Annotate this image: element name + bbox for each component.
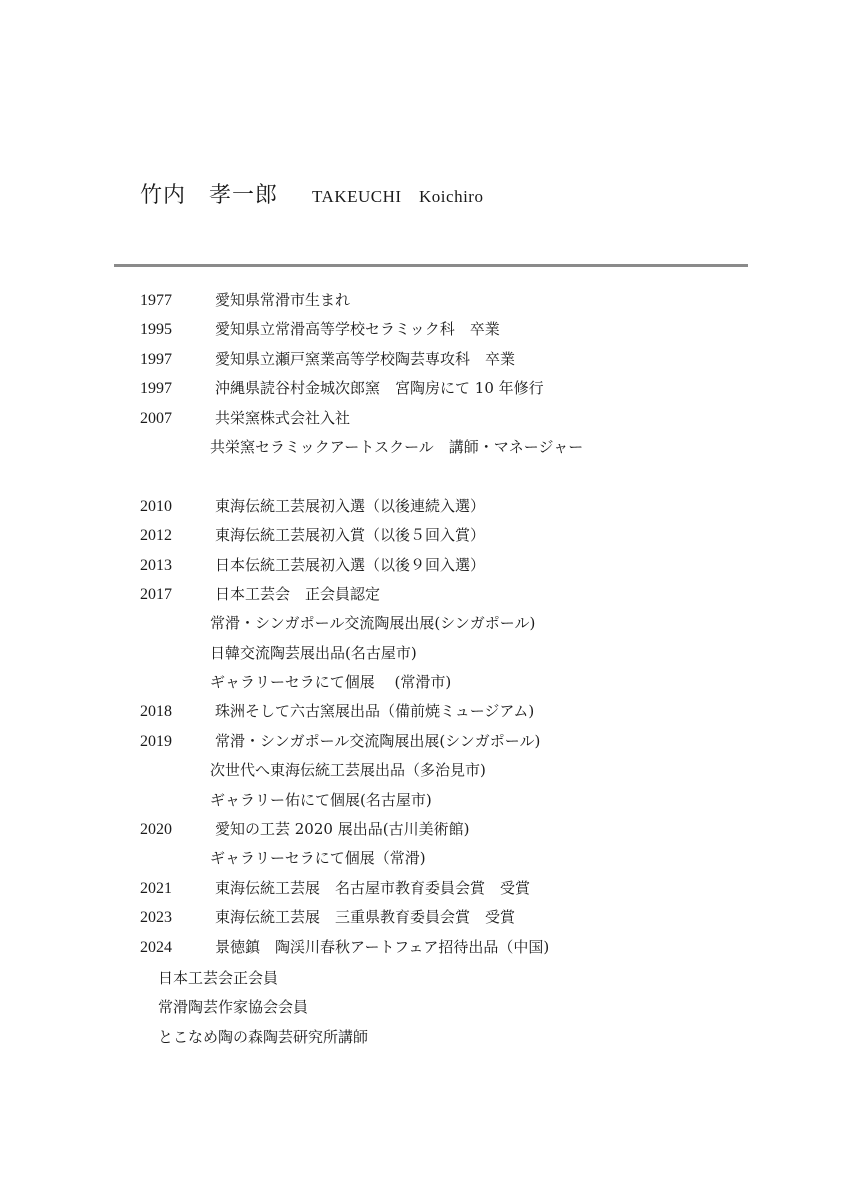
entry-year: 1997 bbox=[140, 380, 172, 398]
entry-text: 東海伝統工芸展初入賞（以後５回入賞） bbox=[215, 526, 486, 545]
entry-year: 1977 bbox=[140, 292, 172, 309]
career-timeline bbox=[140, 286, 780, 962]
entry-text: ギャラリー佑にて個展(名古屋市) bbox=[210, 790, 432, 809]
timeline-entry bbox=[140, 345, 780, 374]
timeline-entry bbox=[140, 551, 780, 580]
membership-item: とこなめ陶の森陶芸研究所講師 bbox=[158, 1027, 369, 1046]
entry-year: 2017 bbox=[140, 585, 172, 603]
entry-year: 2019 bbox=[140, 732, 172, 750]
timeline-entry bbox=[140, 404, 780, 433]
entry-text: 沖縄県読谷村金城次郎窯 宮陶房にて 10 年修行 bbox=[215, 379, 544, 398]
entry-text: 日本工芸会 正会員認定 bbox=[215, 584, 381, 603]
timeline-entry bbox=[140, 315, 780, 344]
entry-year: 2023 bbox=[140, 909, 172, 927]
timeline-entry bbox=[140, 639, 780, 668]
entry-text: 愛知の工芸 2020 展出品(古川美術館) bbox=[215, 820, 470, 839]
entry-text: 東海伝統工芸展 三重県教育委員会賞 受賞 bbox=[215, 908, 516, 927]
header-divider bbox=[114, 264, 748, 267]
entry-year: 2013 bbox=[140, 556, 172, 574]
entry-text: 日韓交流陶芸展出品(名古屋市) bbox=[210, 643, 417, 662]
entry-text: 東海伝統工芸展 名古屋市教育委員会賞 受賞 bbox=[215, 878, 531, 897]
timeline-entry bbox=[140, 609, 780, 638]
timeline-entry bbox=[140, 374, 780, 403]
membership-item: 常滑陶芸作家協会会員 bbox=[158, 998, 309, 1017]
timeline-entry bbox=[140, 462, 780, 491]
entry-year: 2020 bbox=[140, 821, 172, 839]
entry-text: 共栄窯株式会社入社 bbox=[215, 408, 351, 427]
entry-text: 常滑・シンガポール交流陶展出展(シンガポール) bbox=[215, 731, 541, 750]
entry-year: 2021 bbox=[140, 879, 172, 897]
entry-year: 1995 bbox=[140, 321, 172, 339]
timeline-entry bbox=[140, 903, 780, 932]
entry-text: 日本伝統工芸展初入選（以後９回入選） bbox=[215, 555, 486, 574]
memberships-list bbox=[158, 964, 368, 1052]
entry-text: 常滑・シンガポール交流陶展出展(シンガポール) bbox=[210, 614, 536, 633]
timeline-entry bbox=[140, 286, 780, 315]
timeline-entry bbox=[140, 697, 780, 726]
profile-header bbox=[140, 178, 483, 210]
entry-text: 景徳鎮 陶渓川春秋アートフェア招待出品（中国) bbox=[215, 937, 550, 956]
entry-year: 2024 bbox=[140, 938, 172, 956]
timeline-entry bbox=[140, 786, 780, 815]
entry-text: ギャラリーセラにて個展（常滑) bbox=[210, 849, 426, 868]
timeline-entry bbox=[140, 815, 780, 844]
membership-item: 日本工芸会正会員 bbox=[158, 969, 279, 987]
timeline-entry bbox=[140, 492, 780, 521]
entry-year: 2012 bbox=[140, 527, 172, 545]
timeline-entry bbox=[140, 580, 780, 609]
timeline-entry bbox=[140, 874, 780, 903]
entry-year: 2018 bbox=[140, 703, 172, 721]
entry-text: ギャラリーセラにて個展 (常滑市) bbox=[210, 673, 452, 692]
artist-name-english: TAKEUCHI Koichiro bbox=[312, 187, 484, 206]
entry-text: 愛知県立常滑高等学校セラミック科 卒業 bbox=[215, 320, 500, 339]
entry-text: 次世代へ東海伝統工芸展出品（多治見市) bbox=[210, 761, 486, 780]
timeline-entry bbox=[140, 668, 780, 697]
timeline-entry bbox=[140, 521, 780, 550]
timeline-entry bbox=[140, 756, 780, 785]
entry-text: 共栄窯セラミックアートスクール 講師・マネージャー bbox=[210, 437, 584, 456]
entry-text: 愛知県常滑市生まれ bbox=[215, 291, 351, 309]
entry-text: 東海伝統工芸展初入選（以後連続入選） bbox=[215, 496, 486, 515]
timeline-entry bbox=[140, 844, 780, 873]
entry-year: 1997 bbox=[140, 350, 172, 368]
entry-year: 2010 bbox=[140, 497, 172, 515]
timeline-entry bbox=[140, 727, 780, 756]
timeline-entry bbox=[140, 433, 780, 462]
timeline-entry bbox=[140, 933, 780, 962]
entry-year: 2007 bbox=[140, 409, 172, 427]
entry-text: 珠洲そして六古窯展出品（備前焼ミュージアム) bbox=[215, 702, 535, 721]
artist-name-japanese: 竹内 孝一郎 bbox=[140, 183, 279, 208]
entry-text: 愛知県立瀬戸窯業高等学校陶芸専攻科 卒業 bbox=[215, 349, 516, 368]
